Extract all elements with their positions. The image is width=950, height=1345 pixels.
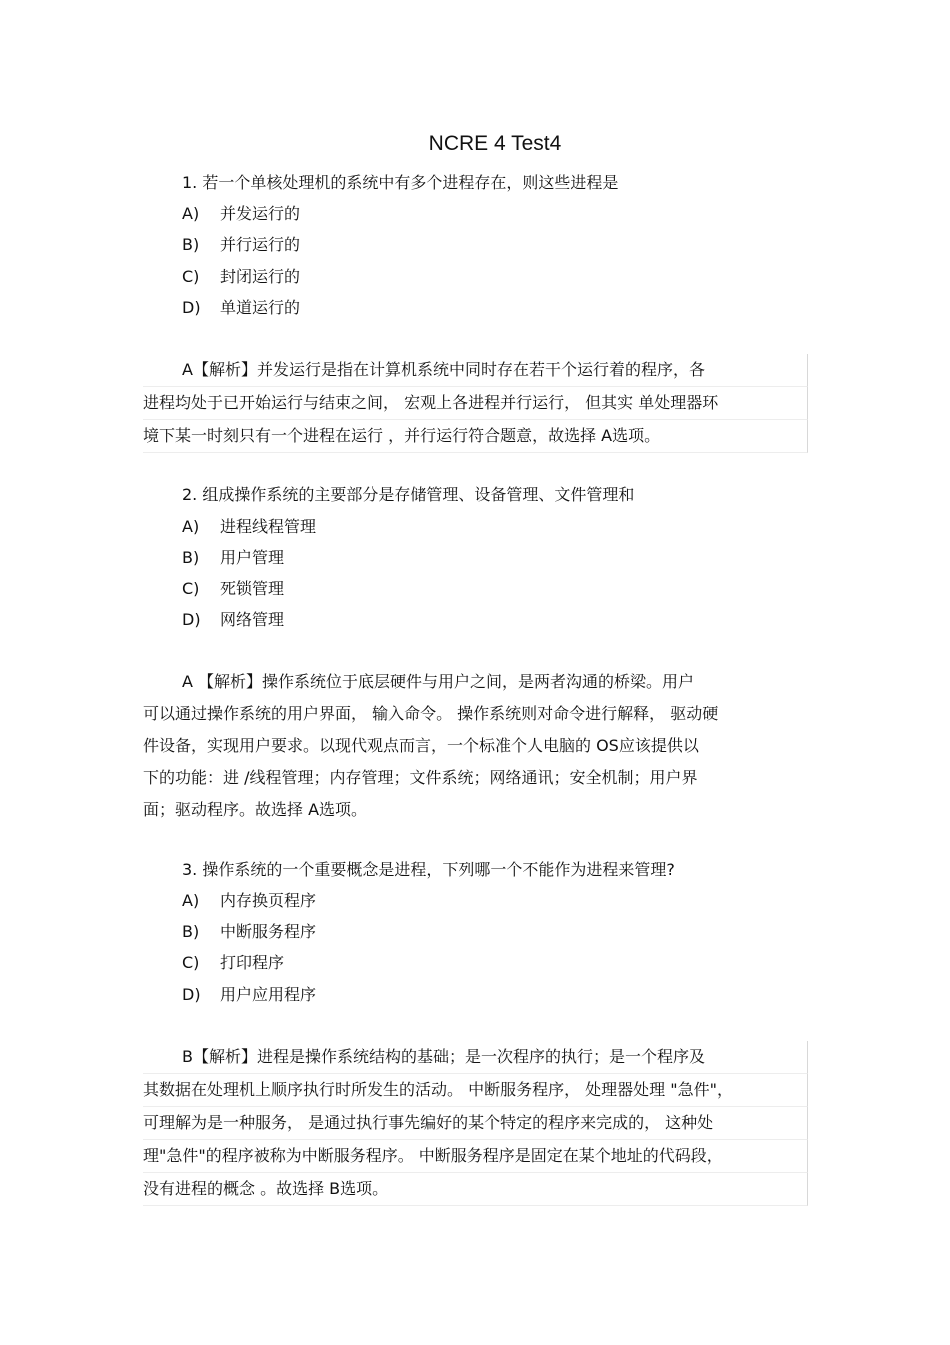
- explanation-line: B【解析】进程是操作系统结构的基础；是一次程序的执行；是一个程序及: [143, 1041, 808, 1074]
- explanation-line: 理"急件"的程序被称为中断服务程序。 中断服务程序是固定在某个地址的代码段，: [143, 1140, 808, 1173]
- question-3-stem: 3. 操作系统的一个重要概念是进程，下列哪一个不能作为进程来管理?: [182, 860, 675, 879]
- option-letter: D): [182, 610, 201, 629]
- option-letter: A): [182, 517, 200, 536]
- option-text: 网络管理: [220, 610, 285, 629]
- option-letter: A): [182, 204, 200, 223]
- explanation-line: 其数据在处理机上顺序执行时所发生的活动。 中断服务程序， 处理器处理 "急件"，: [143, 1074, 808, 1107]
- option-text: 用户管理: [220, 548, 285, 567]
- option-letter: C): [182, 267, 200, 286]
- question-1-option-c: [182, 266, 300, 288]
- option-text: 进程线程管理: [220, 517, 317, 536]
- question-1-explanation: [143, 354, 808, 453]
- option-letter: A): [182, 891, 200, 910]
- question-1-option-a: [182, 203, 300, 225]
- option-letter: D): [182, 298, 201, 317]
- option-text: 并行运行的: [220, 235, 301, 254]
- option-letter: D): [182, 985, 201, 1004]
- explanation-line: 面；驱动程序。故选择 A选项。: [143, 800, 368, 819]
- question-3-explanation: [143, 1041, 808, 1206]
- explanation-line: 件设备，实现用户要求。以现代观点而言，一个标准个人电脑的 OS应该提供以: [143, 736, 699, 755]
- explanation-line: A 【解析】操作系统位于底层硬件与用户之间，是两者沟通的桥梁。用户: [182, 672, 695, 691]
- question-2-option-a: [182, 516, 316, 538]
- option-text: 打印程序: [220, 953, 285, 972]
- explanation-line: 没有进程的概念 。故选择 B选项。: [143, 1173, 808, 1206]
- option-text: 并发运行的: [220, 204, 301, 223]
- explanation-line: 境下某一时刻只有一个进程在运行 ，并行运行符合题意，故选择 A选项。: [143, 420, 808, 453]
- question-2-explanation: [143, 666, 808, 826]
- question-3-option-a: [182, 890, 316, 912]
- question-1-stem: 1. 若一个单核处理机的系统中有多个进程存在，则这些进程是: [182, 173, 619, 192]
- explanation-line: A【解析】并发运行是指在计算机系统中同时存在若干个运行着的程序，各: [143, 354, 808, 387]
- option-text: 内存换页程序: [220, 891, 317, 910]
- question-2-stem: 2. 组成操作系统的主要部分是存储管理、设备管理、文件管理和: [182, 485, 635, 504]
- question-2-option-d: [182, 609, 284, 631]
- question-2-option-b: [182, 547, 284, 569]
- option-letter: C): [182, 953, 200, 972]
- explanation-line: 可理解为是一种服务， 是通过执行事先编好的某个特定的程序来完成的， 这种处: [143, 1107, 808, 1140]
- option-text: 用户应用程序: [220, 985, 317, 1004]
- option-letter: B): [182, 922, 200, 941]
- page-title: NCRE 4 Test4: [428, 132, 562, 155]
- question-3-option-d: [182, 984, 316, 1006]
- option-text: 单道运行的: [220, 298, 301, 317]
- question-3-option-c: [182, 952, 284, 974]
- explanation-line: 进程均处于已开始运行与结束之间， 宏观上各进程并行运行， 但其实 单处理器环: [143, 387, 808, 420]
- option-text: 死锁管理: [220, 579, 285, 598]
- option-letter: C): [182, 579, 200, 598]
- explanation-line: 可以通过操作系统的用户界面， 输入命令。 操作系统则对命令进行解释， 驱动硬: [143, 704, 719, 723]
- option-letter: B): [182, 548, 200, 567]
- question-1-option-b: [182, 234, 300, 256]
- question-2-option-c: [182, 578, 284, 600]
- explanation-line: 下的功能：进 /线程管理；内存管理；文件系统；网络通讯；安全机制；用户界: [143, 768, 698, 787]
- option-text: 中断服务程序: [220, 922, 317, 941]
- option-text: 封闭运行的: [220, 267, 301, 286]
- option-letter: B): [182, 235, 200, 254]
- question-1-option-d: [182, 297, 300, 319]
- question-3-option-b: [182, 921, 316, 943]
